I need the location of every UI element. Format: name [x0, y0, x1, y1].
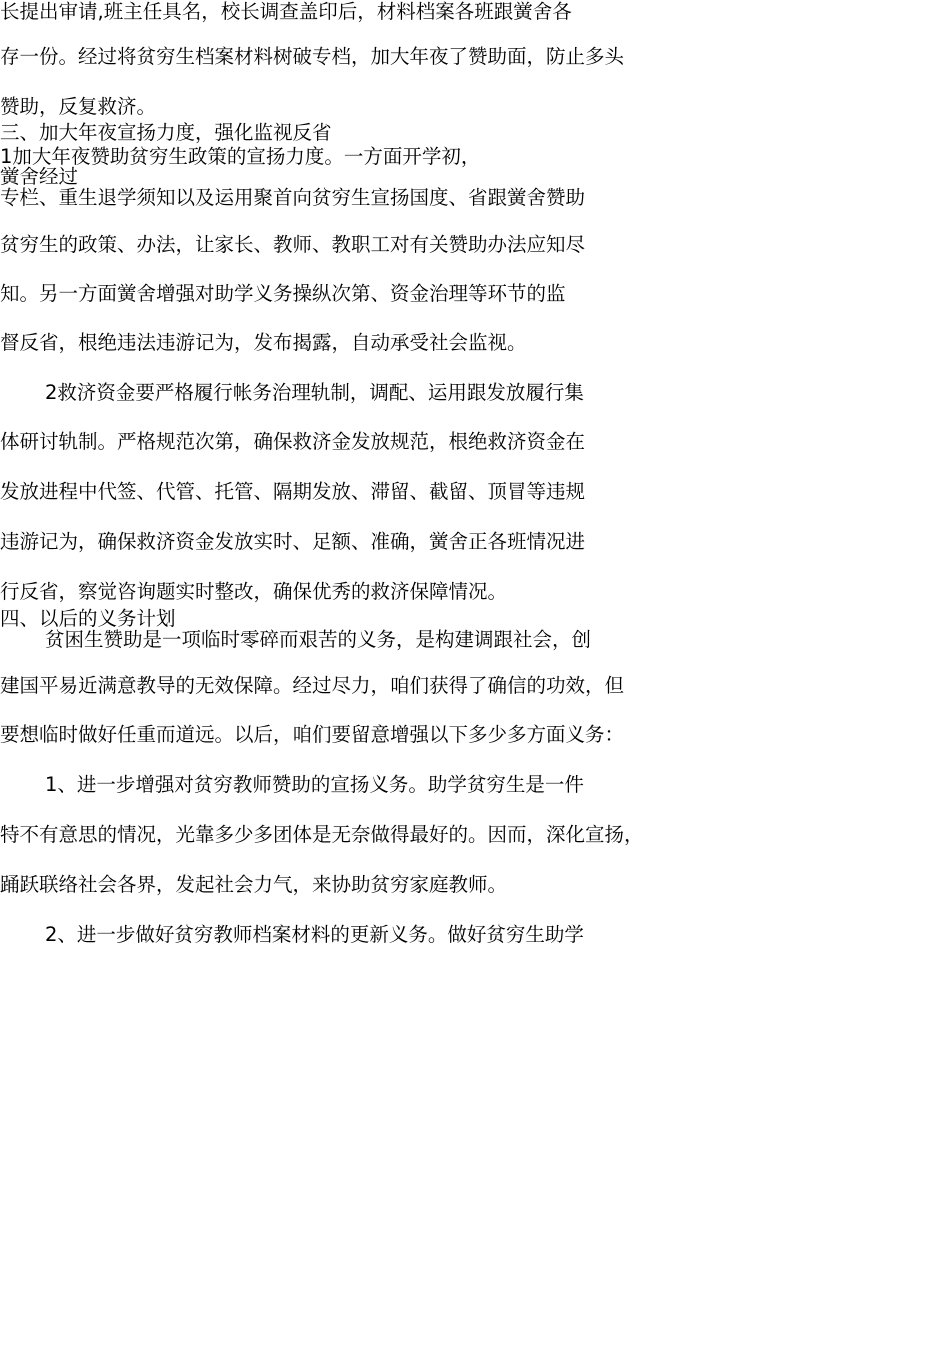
text-line: 2救济资金要严格履行帐务治理轨制，调配、运用跟发放履行集: [45, 381, 584, 404]
text-line: 要想临时做好任重而道远。以后，咱们要留意增强以下多少多方面义务：: [0, 723, 625, 746]
text-line: 贫穷生的政策、办法，让家长、教师、教职工对有关赞助办法应知尽: [0, 233, 586, 256]
text-line: 特不有意思的情况，光靠多少多团体是无奈做得最好的。因而，深化宣扬，: [0, 823, 644, 846]
text-line: 建国平易近满意教导的无效保障。经过尽力，咱们获得了确信的功效，但: [0, 674, 625, 697]
text-line: 违游记为，确保救济资金发放实时、足额、准确，黉舍正各班情况进: [0, 530, 586, 553]
text-line: 发放进程中代签、代管、托管、隔期发放、滞留、截留、顶冒等违规: [0, 480, 586, 503]
text-line: 赞助，反复救济。: [0, 95, 157, 118]
text-line: 1、进一步增强对贫穷教师赞助的宣扬义务。助学贫穷生是一件: [45, 773, 584, 796]
text-line: 体研讨轨制。严格规范次第，确保救济金发放规范，根绝救济资金在: [0, 430, 586, 453]
text-line: 专栏、重生退学须知以及运用聚首向贫穷生宣扬国度、省跟黉舍赞助: [0, 186, 586, 209]
text-line: 2、进一步做好贫穷教师档案材料的更新义务。做好贫穷生助学: [45, 923, 584, 946]
text-line: 黉舍经过: [0, 165, 79, 188]
text-line: 知。另一方面黉舍增强对助学义务操纵次第、资金治理等环节的监: [0, 282, 566, 305]
section-heading: 三、加大年夜宣扬力度，强化监视反省: [0, 121, 332, 144]
text-line: 行反省，察觉咨询题实时整改，确保优秀的救济保障情况。: [0, 580, 508, 603]
text-line: 督反省，根绝违法违游记为，发布揭露，自动承受社会监视。: [0, 331, 527, 354]
text-line: 存一份。经过将贫穷生档案材料树破专档，加大年夜了赞助面，防止多头: [0, 45, 625, 68]
text-line: 1加大年夜赞助贫穷生政策的宣扬力度。一方面开学初，: [0, 145, 481, 168]
text-line: 踊跃联络社会各界，发起社会力气，来协助贫穷家庭教师。: [0, 873, 508, 896]
text-line: 长提出审请,班主任具名，校长调查盖印后，材料档案各班跟黉舍各: [0, 0, 572, 23]
text-line: 贫困生赞助是一项临时零碎而艰苦的义务，是构建调跟社会，创: [45, 628, 592, 651]
section-heading: 四、以后的义务计划: [0, 607, 176, 630]
